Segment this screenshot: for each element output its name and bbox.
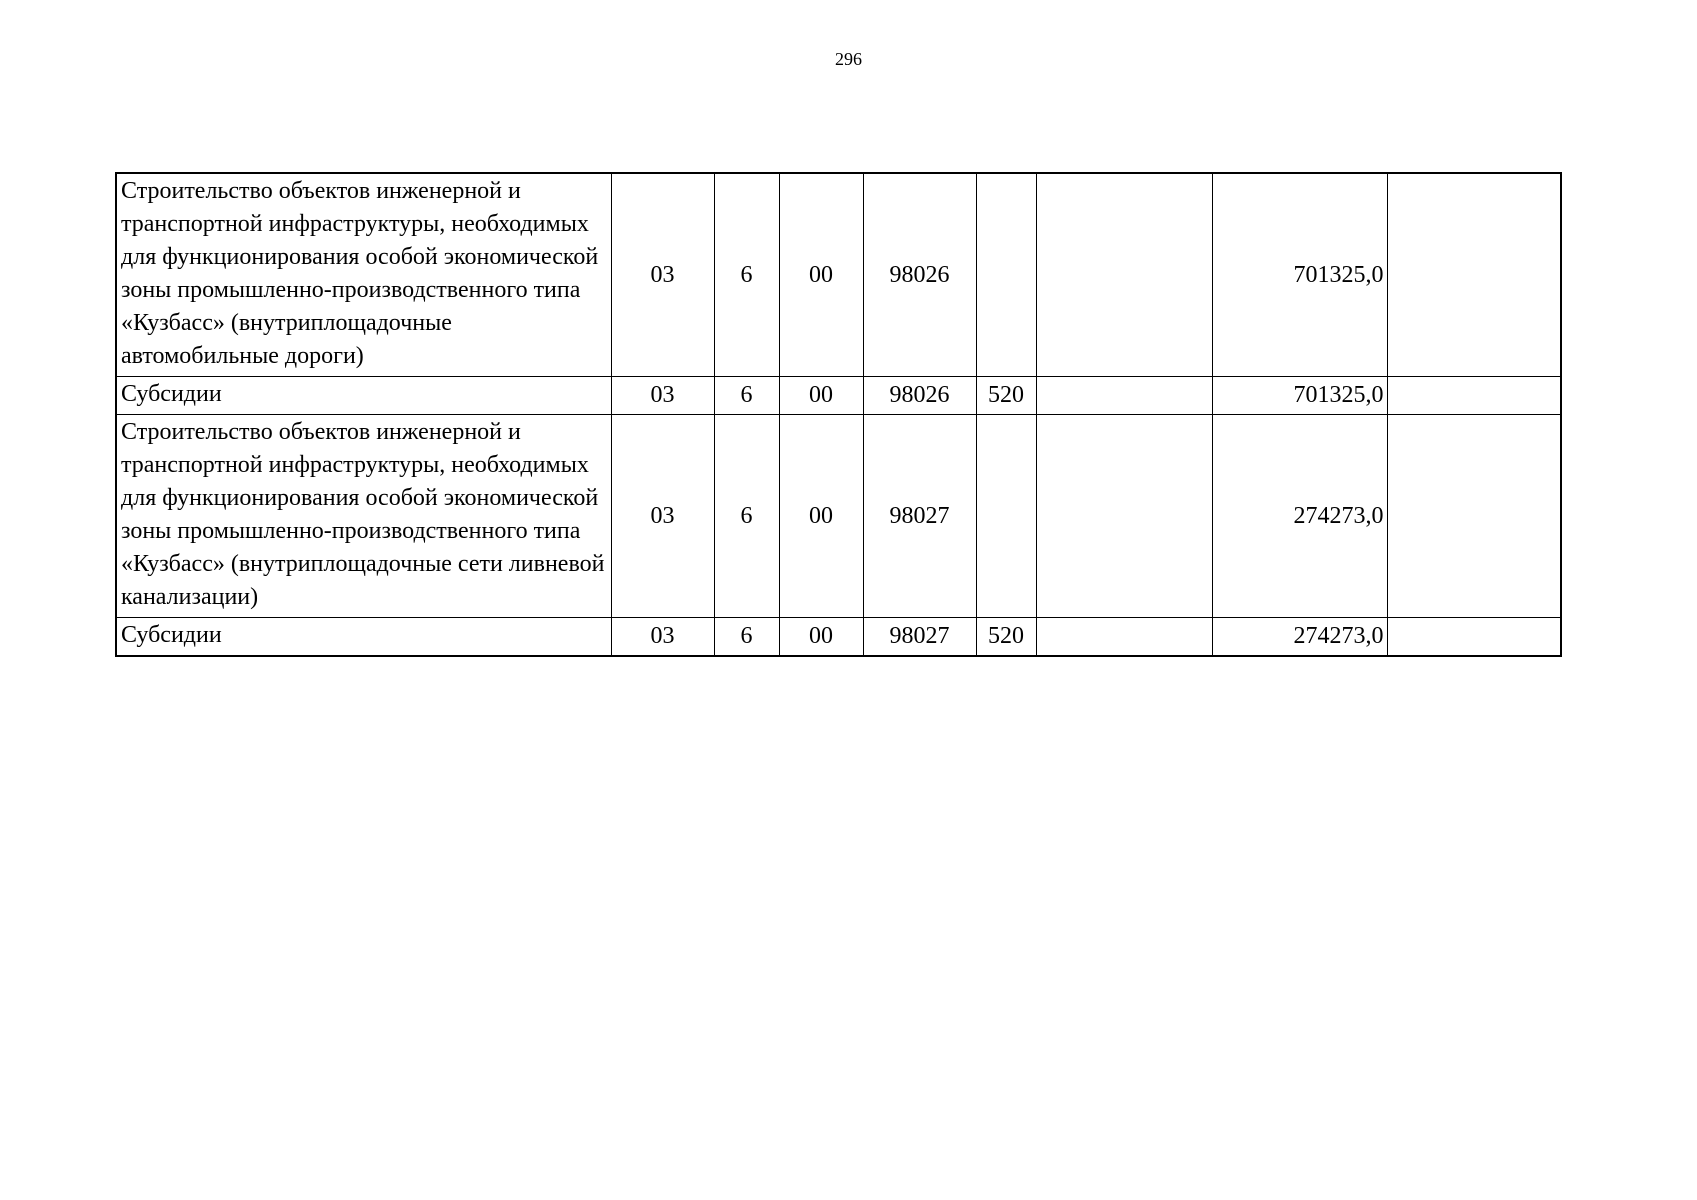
table-row [116, 618, 1561, 657]
code-cell: 98026 [863, 173, 976, 377]
code-cell: 00 [779, 618, 863, 657]
code-cell: 6 [714, 618, 779, 657]
empty-cell [1036, 173, 1212, 377]
row-description: Субсидии [116, 377, 611, 415]
code-cell: 520 [976, 618, 1036, 657]
empty-cell [1036, 377, 1212, 415]
row-description: Субсидии [116, 618, 611, 657]
empty-cell [1036, 618, 1212, 657]
code-cell: 03 [611, 173, 714, 377]
code-cell: 00 [779, 415, 863, 618]
code-cell: 98026 [863, 377, 976, 415]
budget-table [115, 172, 1562, 657]
empty-cell [1036, 415, 1212, 618]
empty-cell [1387, 618, 1561, 657]
code-cell: 00 [779, 173, 863, 377]
row-description: Строительство объектов инженерной и транспортной инфраструктуры, необходимых для функционирования особой экономической зоны промышленно-производственного типа «Кузбасс» (внутриплощадочные сети ливневой канализации) [116, 415, 611, 618]
table-row [116, 377, 1561, 415]
code-cell: 98027 [863, 415, 976, 618]
table-row [116, 173, 1561, 377]
empty-cell [1387, 173, 1561, 377]
code-cell: 520 [976, 377, 1036, 415]
code-cell: 03 [611, 618, 714, 657]
code-cell: 6 [714, 377, 779, 415]
code-cell: 03 [611, 415, 714, 618]
row-description: Строительство объектов инженерной и транспортной инфраструктуры, необходимых для функционирования особой экономической зоны промышленно-производственного типа «Кузбасс» (внутриплощадочные автомобильные дороги) [116, 173, 611, 377]
amount-cell: 274273,0 [1212, 415, 1387, 618]
empty-cell [1387, 415, 1561, 618]
code-cell: 00 [779, 377, 863, 415]
code-cell: 03 [611, 377, 714, 415]
page-number: 296 [835, 49, 862, 69]
code-cell: 6 [714, 415, 779, 618]
amount-cell: 274273,0 [1212, 618, 1387, 657]
code-cell [976, 173, 1036, 377]
code-cell: 6 [714, 173, 779, 377]
code-cell: 98027 [863, 618, 976, 657]
amount-cell: 701325,0 [1212, 377, 1387, 415]
table-row [116, 415, 1561, 618]
empty-cell [1387, 377, 1561, 415]
code-cell [976, 415, 1036, 618]
amount-cell: 701325,0 [1212, 173, 1387, 377]
